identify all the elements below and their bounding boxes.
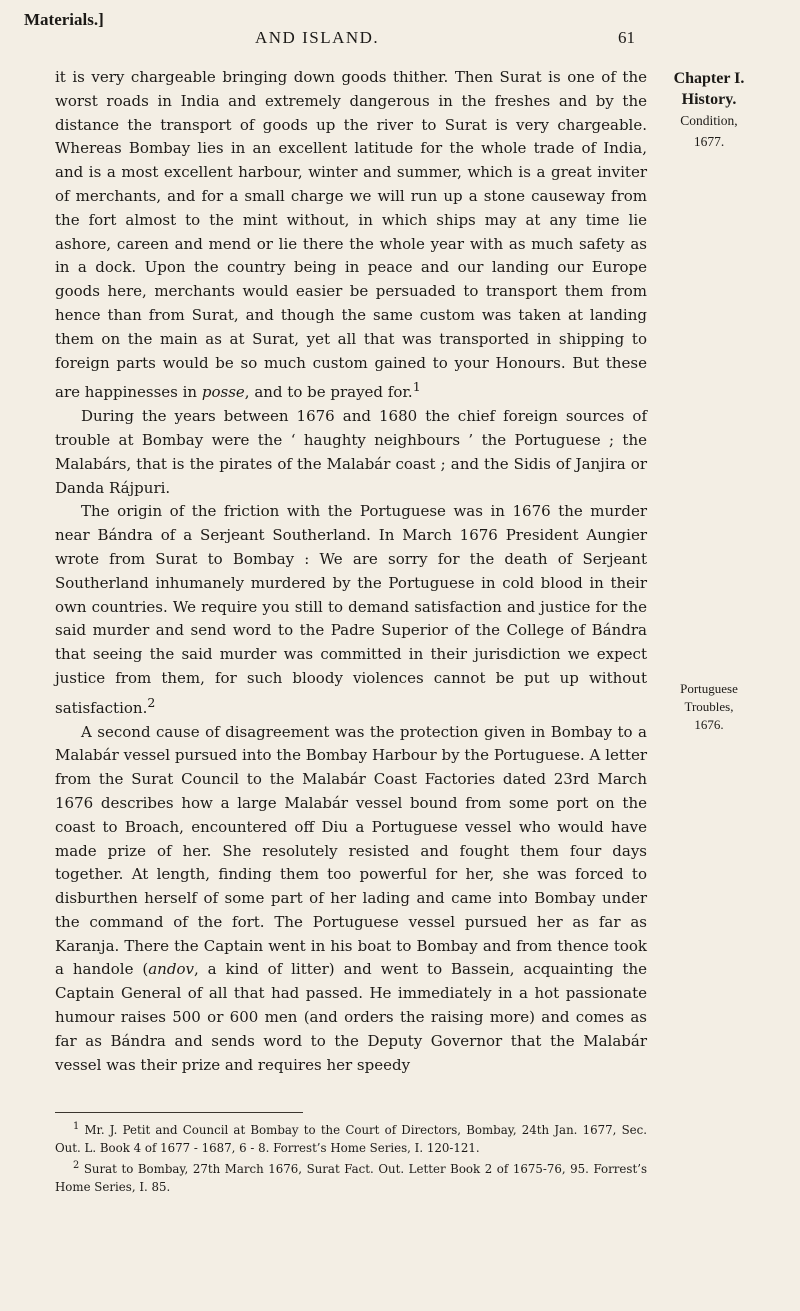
paragraph-3-text: The origin of the friction with the Portuguese was in 1676 the murder near Bándra of a Serjeant Southerland. In March 1676 President Aungier wrote from Surat to Bombay : We are sorry for the death of Serjeant Southerland inhumanely murdered by the Portuguese in cold blood in their own countries. We require you still to demand satisfaction and justice for the said murder and send word to the Padre Superior of the College of Bándra that seeing the said murder was committed in their jurisdiction we expect justice from them, for such bloody violences cannot be put up without satisfaction. [55,502,647,717]
page-number: 61 [618,28,635,47]
margin-note-condition: Condition, [680,113,738,128]
body-text [55,66,647,1077]
footnote-1-marker: 1 [73,1121,80,1132]
footnote-1-text: Mr. J. Petit and Council at Bombay to the Court of Directors, Bombay, 24th Jan. 1677, Sec. Out. L. Book 4 of 1677 - 1687, 6 - 8. Forrest’s Home Series, I. 120-121. [55,1122,647,1155]
margin-note-condition-year: 1677. [693,134,725,149]
running-head-materials: Materials.] [24,10,104,29]
paragraph-portuguese-friction [55,500,647,720]
footnotes [55,1118,647,1196]
paragraph-surat-bombay [55,66,647,405]
paragraph-1-text: it is very chargeable bringing down goods thither. Then Surat is one of the worst roads in India and extremely dangerous in the freshes and by the distance the transport of goods up the river to Surat is very chargeable. Whereas Bombay lies in an excellent latitude for the whole trade of India, and is a most excellent harbour, winter and summer, which is a great inviter of merchants, and for a small charge we will run up a stone causeway from the fort almost to the mint without, in which ships may at any time lie ashore, careen and mend or lie there the whole year with as much safety as in a dock. Upon the country being in peace and our landing our Europe goods here, merchants would easier be persuaded to transport them from hence than from Surat, and though the same custom was taken at landing them on the main as at Surat, yet all that was transported in shipping to foreign parts would be so much custom gained to your Honours. But these are happinesses in [55,68,647,402]
footnote-ref-1: 1 [412,379,421,395]
footnote-2 [55,1157,647,1196]
margin-note-chapter: Chapter I. [673,70,745,87]
paragraph-4-end: , a kind of litter) and went to Bassein, acquainting the Captain General of all that had passed. He immediately in a hot passionate humour raises 500 or 600 men (and orders the raising more) and comes as far as Bándra and sends word to the Deputy Governor that the Malabár vessel was their prize and requires her speedy [55,960,648,1074]
margin-note-history [650,68,768,152]
running-head-title: AND ISLAND. [255,28,380,47]
margin-note-portuguese [650,680,768,734]
margin-note-history-label: History. [681,91,737,108]
paragraph-malabar-vessel [55,721,647,1078]
footnote-divider [55,1112,303,1113]
paragraph-4-text: A second cause of disagreement was the protection given in Bombay to a Malabár vessel pursued into the Bombay Harbour by the Portuguese. A letter from the Surat Council to the Malabár Coast Factories dated 23rd March 1676 describes how a large Malabár vessel bound from some port on the coast to Broach, encountered off Diu a Portuguese vessel who would have made prize of her. She resolutely resisted and fought them four days together. At length, finding them too powerful for her, she was forced to disburthen herself of some part of her lading and came into Bombay under the command of the fort. The Portuguese vessel pursued her as far as Karanja. There the Captain went in his boat to Bombay and from thence took a handole ( [55,722,647,979]
margin-note-troubles: Troubles, [684,699,734,714]
margin-note-portuguese-label: Portuguese [680,681,738,696]
paragraph-1-end: , and to be prayed for. [244,383,413,402]
footnote-2-marker: 2 [73,1159,80,1171]
paragraph-foreign-troubles: During the years between 1676 and 1680 the chief foreign sources of trouble at Bombay were the ‘ haughty neighbours ’ the Portuguese ; the Malabárs, that is the pirates of the Malabár coast ; and the Sidis of Janjira or Danda Rájpuri. [55,407,647,497]
footnote-ref-2: 2 [147,694,156,710]
paragraph-1-italic: posse [201,383,245,402]
paragraph-4-italic: andov [148,960,194,979]
footnote-2-text: Surat to Bombay, 27th March 1676, Surat Fact. Out. Letter Book 2 of 1675-76, 95. Forrest’s Home Series, I. 85. [55,1161,647,1194]
margin-note-troubles-year: 1676. [694,717,724,732]
footnote-1 [55,1118,647,1157]
